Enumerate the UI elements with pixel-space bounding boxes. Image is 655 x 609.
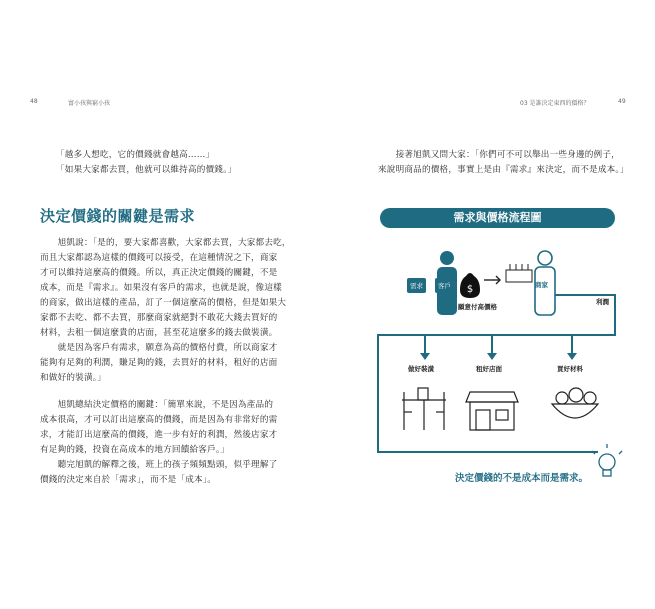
vegetables-bowl-icon — [552, 388, 598, 418]
right-intro-line-1: 接著旭凱又問大家：「你們可不可以舉出一些身邊的例子， — [378, 150, 620, 160]
para1-line: 旭凱說：「是的，要大家都喜歡，大家都去買，大家都去吃， — [40, 238, 291, 248]
customer-tag: 客戶 — [435, 278, 454, 293]
item-ingredients: 買好材料 — [557, 365, 583, 373]
pay-label: 願意付高價格 — [458, 303, 497, 311]
dollar-bag-icon — [460, 273, 480, 298]
arrow-right-icon — [484, 276, 500, 284]
left-running-title: 富小孩與窮小孩 — [68, 100, 111, 107]
para2-line: 價錢的決定來自於「需求」，而不是「成本」。 — [40, 475, 217, 485]
para1-line: 能夠有足夠的利潤，賺足夠的錢，去買好的材料，租好的店面 — [40, 358, 278, 368]
para1-line: 的商家，做出這樣的產品，訂了一個這麼高的價格，但是如果大 — [40, 298, 287, 308]
left-intro-line-1: 「越多人想吃，它的價錢就會越高……」 — [56, 150, 215, 160]
para2-line: 旭凱總結決定價格的關鍵：「簡單來說，不是因為產品的 — [40, 400, 274, 410]
diagram-conclusion: 決定價錢的不是成本而是需求。 — [455, 473, 589, 484]
para1-line: 才可以維持這麼高的價錢。所以，真正決定價錢的關鍵，不是 — [40, 268, 278, 278]
para1-line: 材料，去租一個這麼貴的店面，甚至花這麼多的錢去做裝潢。 — [40, 328, 278, 338]
para1-line: 就是因為客戶有需求，願意為高的價格付費，所以商家才 — [40, 343, 278, 353]
cake-icon — [506, 264, 532, 282]
dining-table-icon — [402, 388, 446, 430]
right-intro-line-2: 來說明商品的價格，事實上是由『需求』來決定，而不是成本。」 — [378, 165, 629, 175]
para2-line: 有足夠的錢，投資在高成本的地方回饋給客戶。」 — [40, 445, 230, 455]
para2-line: 聽完旭凱的解釋之後，班上的孩子頻頻點頭，似乎理解了 — [40, 460, 278, 470]
item-storefront: 租好店面 — [476, 365, 502, 373]
diagram-title-banner: 需求與價格流程圖 — [380, 208, 615, 228]
right-running-title: 03 是誰決定東西的價格？ — [520, 100, 590, 107]
para1-line: 和做好的裝潢。」 — [40, 373, 107, 383]
para1-line: 家都不去吃、都不去買，那麼商家就絕對不敢花大錢去買好的 — [40, 313, 278, 323]
demand-tag: 需求 — [407, 278, 426, 293]
svg-text:$: $ — [466, 284, 474, 295]
profit-label: 利潤 — [596, 298, 609, 306]
item-decoration: 做好裝潢 — [408, 365, 434, 373]
merchant-label: 商家 — [535, 281, 548, 289]
left-page-number: 48 — [30, 98, 38, 105]
lightbulb-icon — [592, 444, 622, 476]
para2-line: 求，才能訂出這麼高的價錢，進一步有好的利潤，然後店家才 — [40, 430, 278, 440]
para2-line: 成本很高，才可以訂出這麼高的價錢，而是因為有非常好的需 — [40, 415, 278, 425]
section-heading: 決定價錢的關鍵是需求 — [40, 207, 196, 225]
storefront-icon — [466, 392, 518, 430]
para1-line: 而且大家都認為這樣的價錢可以接受，在這種情況之下，商家 — [40, 253, 278, 263]
para1-line: 成本，而是『需求』。如果沒有客戶的需求，也就是說，像這樣 — [40, 283, 282, 293]
left-intro-line-2: 「如果大家都去買，他就可以維持高的價錢。」 — [56, 165, 237, 175]
right-page-number: 49 — [618, 98, 626, 105]
